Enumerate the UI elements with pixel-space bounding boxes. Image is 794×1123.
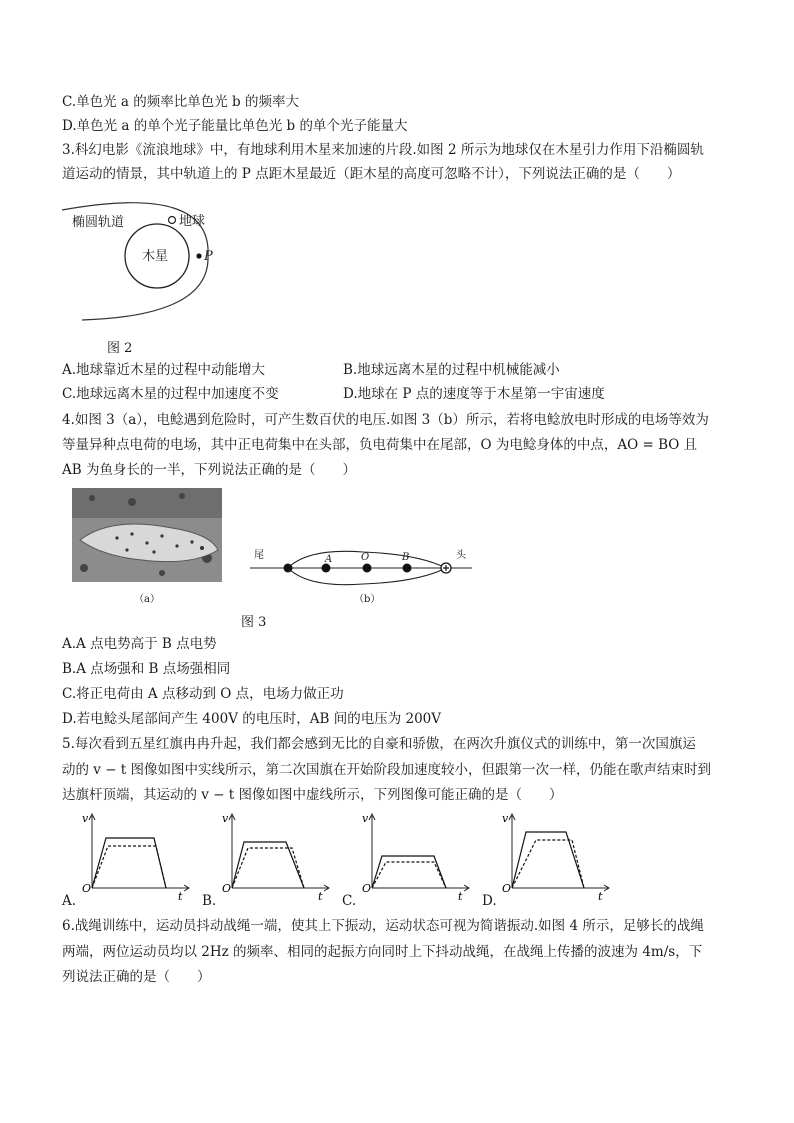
tail-negative-charge xyxy=(284,564,293,573)
q5-graph-b xyxy=(214,808,334,903)
q3-option-b: B.地球远离木星的过程中机械能减小 xyxy=(343,362,560,378)
figure-3b-field-diagram xyxy=(248,540,474,592)
q5-option-c-label: C. xyxy=(342,893,357,909)
q4-option-b: B.A 点场强和 B 点场强相同 xyxy=(62,661,231,677)
q6-stem-line1: 6.战绳训练中，运动员抖动战绳一端，使其上下振动，运动状态可视为简谐振动.如图 4 所示，足够长的战绳 xyxy=(62,918,704,934)
q3-option-c: C.地球远离木星的过程中加速度不变 xyxy=(62,386,279,402)
q4-option-d: D.若电鲶头尾部间产生 400V 的电压时，AB 间的电压为 200V xyxy=(62,711,442,727)
q5-graph-a xyxy=(74,808,194,903)
q5-graph-c xyxy=(354,808,474,903)
q4-option-c: C.将正电荷由 A 点移动到 O 点，电场力做正功 xyxy=(62,686,344,702)
earth-circle xyxy=(169,217,176,224)
point-o-dot xyxy=(363,564,372,573)
q6-stem-line3: 列说法正确的是（ ） xyxy=(62,969,211,985)
svg-text:O: O xyxy=(362,882,372,895)
figure-3b-label: （b） xyxy=(354,594,381,605)
solid-line xyxy=(232,842,304,888)
earth-label: 地球 xyxy=(179,214,206,229)
q5-stem-line3: 达旗杆顶端，其运动的 v − t 图像如图中虚线所示，下列图像可能正确的是（ ） xyxy=(62,787,563,803)
dashed-line xyxy=(232,848,304,888)
figure-2-orbit xyxy=(62,198,242,320)
q6-stem-line2: 两端，两位运动员均以 2Hz 的频率、相同的起振方向同时上下抖动战绳，在战绳上传播的波速为 4m/s，下 xyxy=(62,944,703,960)
svg-text:O: O xyxy=(222,882,232,895)
orbit-label: 椭圆轨道 xyxy=(72,215,125,230)
q5-stem-line2: 动的 v − t 图像如图中实线所示，第二次国旗在开始阶段加速度较小，但跟第一次一样，仍能在歌声结束时到 xyxy=(62,762,712,778)
point-b-dot xyxy=(403,564,412,573)
q3-option-a: A.地球靠近木星的过程中动能增大 xyxy=(62,362,266,378)
dashed-line xyxy=(372,862,446,888)
svg-text:v: v xyxy=(222,812,229,825)
q2-option-d: D.单色光 a 的单个光子能量比单色光 b 的单个光子能量大 xyxy=(62,118,408,134)
figure-3a-catfish-photo xyxy=(72,488,222,582)
q5-option-a-label: A. xyxy=(62,893,77,909)
svg-text:v: v xyxy=(502,812,509,825)
q5-stem-line1: 5.每次看到五星红旗冉冉升起，我们都会感到无比的自豪和骄傲，在两次升旗仪式的训练中，第一次国旗运 xyxy=(62,736,696,752)
figure-3a-label: （a） xyxy=(134,594,160,605)
q4-option-a: A.A 点电势高于 B 点电势 xyxy=(62,636,217,652)
jupiter-label: 木星 xyxy=(142,249,169,264)
svg-text:t: t xyxy=(318,890,323,903)
q3-stem-line1: 3.科幻电影《流浪地球》中，有地球利用木星来加速的片段.如图 2 所示为地球仅在木星引力作用下沿椭圆轨 xyxy=(62,142,704,158)
q5-option-b-label: B. xyxy=(202,893,217,909)
q3-stem-line2: 道运动的情景，其中轨道上的 P 点距木星最近（距木星的高度可忽略不计），下列说法正确的是（ ） xyxy=(62,166,681,182)
svg-text:v: v xyxy=(362,812,369,825)
figure-3-caption: 图 3 xyxy=(241,615,267,630)
svg-text:O: O xyxy=(82,882,92,895)
dashed-line xyxy=(92,846,166,888)
tail-label: 尾 xyxy=(254,550,264,561)
point-b-label: B xyxy=(402,552,410,563)
svg-text:v: v xyxy=(82,812,89,825)
q4-stem-line2: 等量异种点电荷的电场，其中正电荷集中在头部，负电荷集中在尾部，O 为电鲶身体的中点，AO = BO 且 xyxy=(62,437,698,453)
q4-stem-line1: 4.如图 3（a），电鲶遇到危险时，可产生数百伏的电压.如图 3（b）所示，若将电鲶放电时形成的电场等效为 xyxy=(62,412,709,428)
svg-text:t: t xyxy=(598,890,603,903)
svg-text:t: t xyxy=(458,890,463,903)
q4-stem-line3: AB 为鱼身长的一半，下列说法正确的是（ ） xyxy=(62,462,356,478)
q5-graph-d xyxy=(494,808,614,903)
svg-text:t: t xyxy=(178,890,183,903)
point-p-label: P xyxy=(204,249,213,264)
point-a-label: A xyxy=(325,554,333,565)
figure-2-caption: 图 2 xyxy=(107,341,133,356)
head-label: 头 xyxy=(456,550,466,561)
q3-option-d: D.地球在 P 点的速度等于木星第一宇宙速度 xyxy=(343,386,605,402)
point-o-label: O xyxy=(361,552,370,563)
point-p-dot xyxy=(196,253,201,258)
q2-option-c: C.单色光 a 的频率比单色光 b 的频率大 xyxy=(62,94,299,110)
svg-text:O: O xyxy=(502,882,512,895)
solid-line xyxy=(372,856,446,888)
q5-option-d-label: D. xyxy=(482,893,497,909)
